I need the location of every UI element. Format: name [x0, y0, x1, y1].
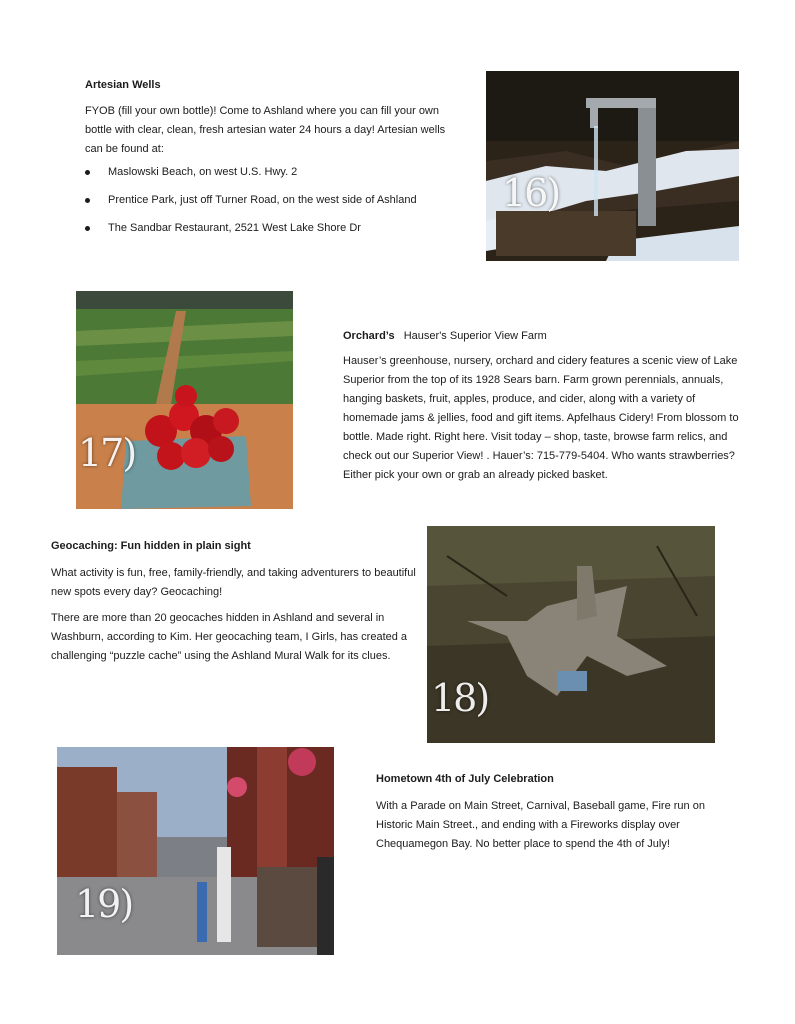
july4-heading: Hometown 4th of July Celebration: [376, 773, 554, 785]
geocache-stump-photo: [427, 526, 715, 743]
photo-number-label: 18): [431, 676, 489, 720]
bullet-icon: [85, 198, 90, 203]
geocaching-details: There are more than 20 geocaches hidden in Ashland and several in Washburn, according to Kim. Her geocaching team, I Girls, has created a challenging “puzzle cache” using the Ashland Mural Walk for its clues.: [51, 612, 408, 662]
artesian-intro: FYOB (fill your own bottle)! Come to Ashland where you can fill your own bottle with clear, clean, fresh artesian water 24 hours a day! Artesian wells can be found at:: [85, 105, 446, 155]
bullet-icon: [85, 170, 90, 175]
orchard-description: Hauser’s greenhouse, nursery, orchard and cidery features a scenic view of Lake Superior from the top of its 1928 Sears barn. Farm grown perennials, annuals, hanging baskets, fruit, apples, produce, and cider, along with a variety of homemade jams & jellies, food and gift items. Apfelhaus Cidery! From blossom to bottle. Made right. Right here. Visit today – shop, taste, browse farm relics, and check out our Superior View! . Hauer’s: 715-779-5404. Who wants strawberries? Either pick your own or grab an already picked basket.: [343, 355, 739, 481]
photo-number-label: 16): [502, 171, 560, 215]
orchard-heading-line: [343, 327, 743, 346]
geocaching-intro: What activity is fun, free, family-friendly, and taking adventurers to beautiful new spots every day? Geocaching!: [51, 567, 416, 598]
list-item: Prentice Park, just off Turner Road, on the west side of Ashland: [85, 191, 465, 210]
orchard-farm-name: Hauser's Superior View Farm: [403, 330, 547, 342]
list-item: The Sandbar Restaurant, 2521 West Lake Shore Dr: [85, 219, 465, 238]
artesian-locations-list: [85, 163, 465, 247]
artesian-heading: Artesian Wells: [85, 79, 161, 91]
strawberries-photo: [76, 291, 293, 509]
orchard-heading: Orchard’s: [343, 330, 395, 342]
parade-photo: [57, 747, 334, 955]
bullet-icon: [85, 226, 90, 231]
artesian-well-photo: [486, 71, 739, 261]
july4-description: With a Parade on Main Street, Carnival, Baseball game, Fire run on Historic Main Street., and ending with a Fireworks display over Chequamegon Bay. No better place to spend the 4th of July!: [376, 800, 705, 850]
photo-number-label: 19): [75, 882, 133, 926]
photo-number-label: 17): [78, 431, 136, 475]
geocaching-heading: Geocaching: Fun hidden in plain sight: [51, 540, 251, 552]
list-item: Maslowski Beach, on west U.S. Hwy. 2: [85, 163, 465, 182]
